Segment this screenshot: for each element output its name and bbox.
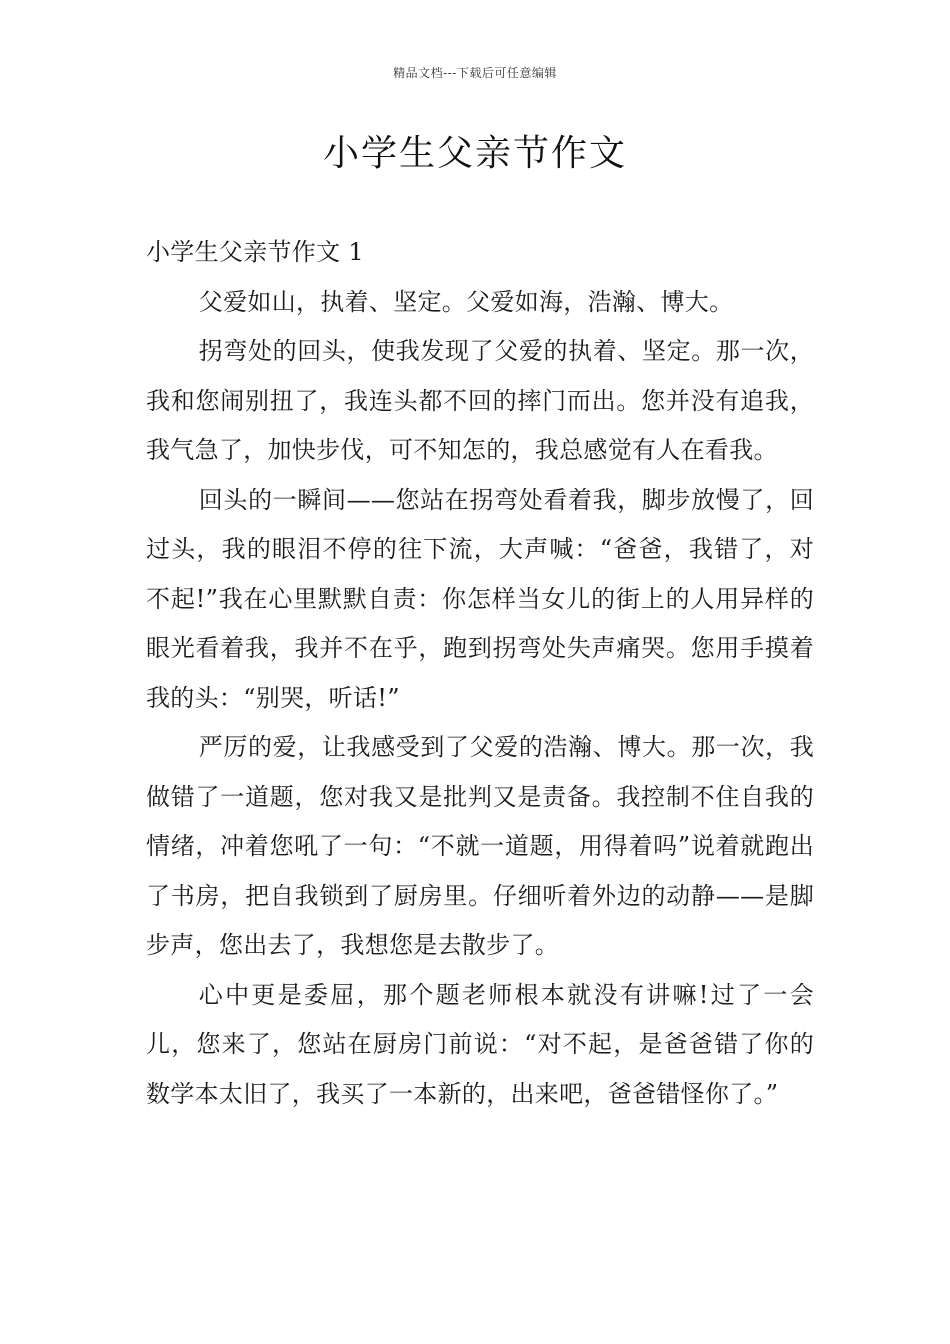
document-body [146, 228, 814, 1119]
document-title: 小学生父亲节作文 [322, 133, 627, 174]
paragraph-4: 严厉的爱，让我感受到了父爱的浩瀚、博大。那一次，我做错了一道题，您对我又是批判又是责备。我控制不住自我的情绪，冲着您吼了一句：“不就一道题，用得着吗”说着就跑出了书房，把自我锁到了厨房里。仔细听着外边的动静——是脚步声，您出去了，我想您是去散步了。 [146, 733, 814, 959]
header-note: 精品文档---下载后可任意编辑 [393, 66, 557, 80]
paragraph-2: 拐弯处的回头，使我发现了父爱的执着、坚定。那一次，我和您闹别扭了，我连头都不回的摔门而出。您并没有追我，我气急了，加快步伐，可不知怎的，我总感觉有人在看我。 [146, 337, 814, 464]
paragraph-5: 心中更是委屈，那个题老师根本就没有讲嘛!过了一会儿，您来了，您站在厨房门前说：“对不起，是爸爸错了你的数学本太旧了，我买了一本新的，出来吧，爸爸错怪你了。” [146, 980, 814, 1108]
section-heading: 小学生父亲节作文 1 [146, 238, 364, 266]
paragraph-3: 回头的一瞬间——您站在拐弯处看着我，脚步放慢了，回过头，我的眼泪不停的往下流，大声喊：“爸爸，我错了，对不起!”我在心里默默自责：你怎样当女儿的街上的人用异样的眼光看着我，我并不在乎，跑到拐弯处失声痛哭。您用手摸着我的头：“别哭，听话!” [146, 485, 814, 712]
paragraph-1: 父爱如山，执着、坚定。父爱如海，浩瀚、博大。 [198, 287, 734, 316]
